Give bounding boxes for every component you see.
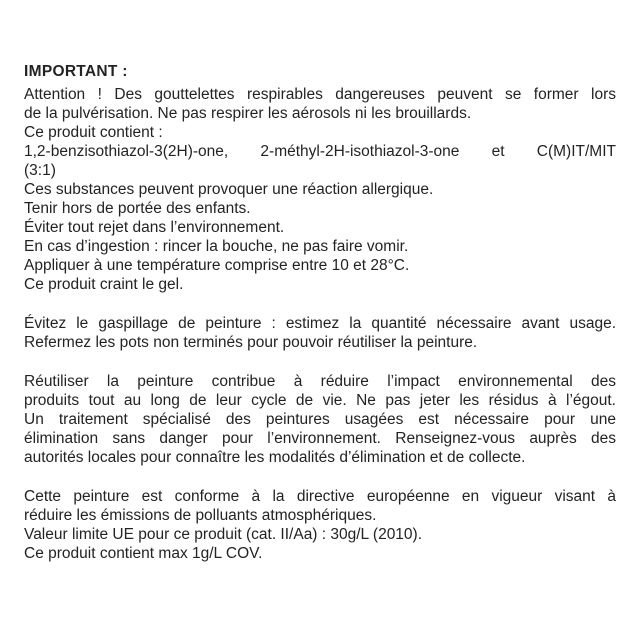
text-line: Éviter tout rejet dans l’environnement. (24, 219, 285, 236)
label-heading: IMPORTANT : (24, 63, 128, 80)
label-text-block (24, 62, 616, 563)
text-line: (3:1) (24, 162, 56, 179)
text-line: 1,2-benzisothiazol-3(2H)-one, 2-méthyl-2H-isothiazol-3-one et C(M)IT/MIT (24, 143, 616, 160)
text-line: Réutiliser la peinture contribue à réduire l’impact environnemental des (24, 373, 616, 390)
text-line: de la pulvérisation. Ne pas respirer les aérosols ni les brouillards. (24, 105, 472, 122)
text-line: Un traitement spécialisé des peintures usagées est nécessaire pour une (24, 411, 616, 428)
text-line: autorités locales pour connaître les modalités d’élimination et de collecte. (24, 449, 526, 466)
text-line: Tenir hors de portée des enfants. (24, 200, 251, 217)
paragraph-voc-compliance (24, 487, 616, 563)
text-line: Valeur limite UE pour ce produit (cat. II/Aa) : 30g/L (2010). (24, 526, 423, 543)
paragraph-safety-warnings (24, 85, 616, 294)
text-line: Cette peinture est conforme à la directive européenne en vigueur visant à (24, 488, 616, 505)
paragraph-reuse-disposal (24, 372, 616, 467)
text-line: produits tout au long de leur cycle de vie. Ne pas jeter les résidus à l’égout. (24, 392, 616, 409)
text-line: Évitez le gaspillage de peinture : estimez la quantité nécessaire avant usage. (24, 315, 616, 332)
text-line: réduire les émissions de polluants atmosphériques. (24, 507, 377, 524)
paragraph-avoid-waste (24, 314, 616, 352)
text-line: Attention ! Des gouttelettes respirables dangereuses peuvent se former lors (24, 86, 616, 103)
text-line: En cas d’ingestion : rincer la bouche, ne pas faire vomir. (24, 238, 409, 255)
text-line: Ce produit craint le gel. (24, 276, 184, 293)
text-line: Appliquer à une température comprise entre 10 et 28°C. (24, 257, 410, 274)
text-line: Ces substances peuvent provoquer une réaction allergique. (24, 181, 434, 198)
text-line: Refermez les pots non terminés pour pouvoir réutiliser la peinture. (24, 334, 478, 351)
text-line: Ce produit contient max 1g/L COV. (24, 545, 263, 562)
label-paragraphs (24, 85, 616, 563)
text-line: Ce produit contient : (24, 124, 163, 141)
text-line: élimination sans danger pour l’environnement. Renseignez-vous auprès des (24, 430, 616, 447)
